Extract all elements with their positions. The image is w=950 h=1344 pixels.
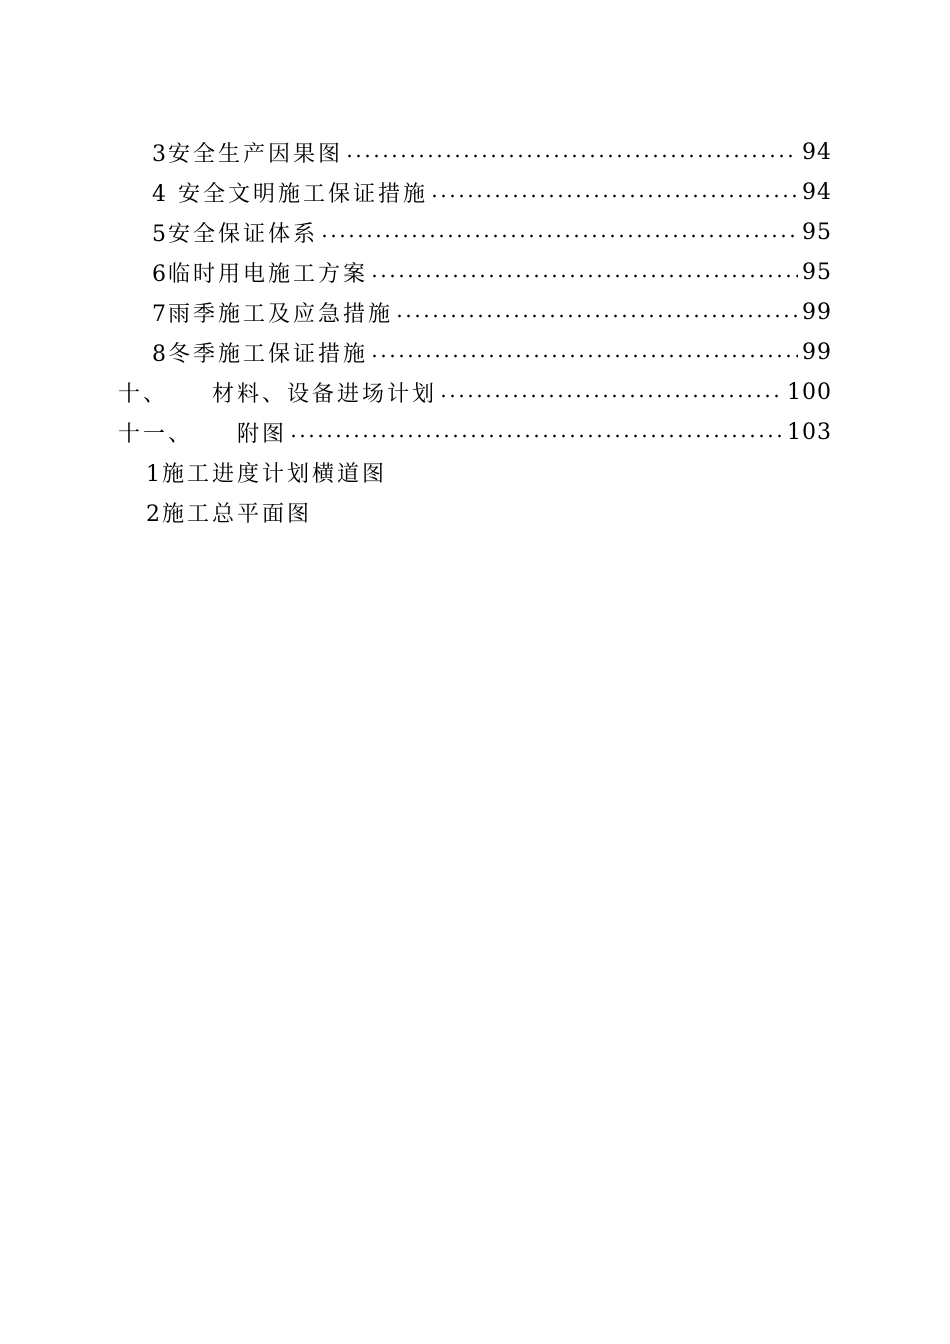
toc-entry-title: [152, 337, 368, 368]
toc-entry-number: 7: [152, 301, 166, 327]
toc-page-number: 94: [802, 179, 832, 205]
toc-dot-leader: [395, 301, 798, 323]
toc-section-title: [118, 377, 437, 408]
toc-entry-label: 安全文明施工保证措施: [168, 181, 428, 207]
toc-entry-number: 3: [152, 141, 166, 167]
toc-dot-leader: [439, 381, 783, 403]
toc-entry[interactable]: [0, 292, 950, 332]
toc-section-number: 十一、: [118, 421, 194, 447]
toc-entry-number: 5: [152, 221, 166, 247]
toc-section[interactable]: [0, 372, 950, 412]
toc-page-number: 99: [802, 299, 832, 325]
toc-dot-leader: [370, 261, 798, 283]
toc-appendix-number: 1: [146, 461, 160, 487]
toc-section-title: [118, 417, 287, 448]
toc-entry-title: [152, 297, 393, 328]
toc-entry[interactable]: [0, 252, 950, 292]
toc-appendix-label: 施工总平面图: [162, 501, 313, 527]
toc-section-label: 附图: [237, 421, 288, 447]
toc-section-number: 十、: [118, 381, 169, 407]
toc-dot-leader: [370, 341, 798, 363]
toc-appendix-item[interactable]: [0, 452, 950, 492]
toc-entry-label: 安全生产因果图: [168, 141, 344, 167]
toc-entry[interactable]: [0, 132, 950, 172]
toc-page-number: 99: [802, 339, 832, 365]
toc-entry[interactable]: [0, 212, 950, 252]
toc-appendix-item[interactable]: [0, 492, 950, 532]
toc-entry[interactable]: [0, 332, 950, 372]
toc-entry-number: 6: [152, 261, 166, 287]
toc-dot-leader: [289, 421, 783, 443]
toc-entry-title: [152, 257, 368, 288]
toc-entry-title: [152, 217, 318, 248]
toc-section-label: 材料、设备进场计划: [212, 381, 438, 407]
toc-entry-title: [152, 177, 428, 208]
toc-appendix-title: [146, 457, 387, 488]
toc-entry-number: 4: [152, 181, 166, 207]
table-of-contents: [0, 132, 950, 532]
toc-page-number: 94: [802, 139, 832, 165]
toc-entry-number: 8: [152, 341, 166, 367]
toc-entry-label: 安全保证体系: [168, 221, 319, 247]
toc-entry-label: 冬季施工保证措施: [168, 341, 369, 367]
toc-entry-label: 雨季施工及应急措施: [168, 301, 394, 327]
toc-appendix-number: 2: [146, 501, 160, 527]
toc-page-number: 100: [787, 379, 832, 405]
toc-appendix-title: [146, 497, 312, 528]
toc-page-number: 103: [787, 419, 832, 445]
toc-dot-leader: [345, 141, 798, 163]
toc-appendix-label: 施工进度计划横道图: [162, 461, 388, 487]
toc-entry[interactable]: [0, 172, 950, 212]
toc-page-number: 95: [802, 219, 832, 245]
toc-page-number: 95: [802, 259, 832, 285]
toc-section[interactable]: [0, 412, 950, 452]
toc-entry-label: 临时用电施工方案: [168, 261, 369, 287]
toc-dot-leader: [430, 181, 798, 203]
toc-dot-leader: [320, 221, 798, 243]
toc-entry-title: [152, 137, 343, 168]
